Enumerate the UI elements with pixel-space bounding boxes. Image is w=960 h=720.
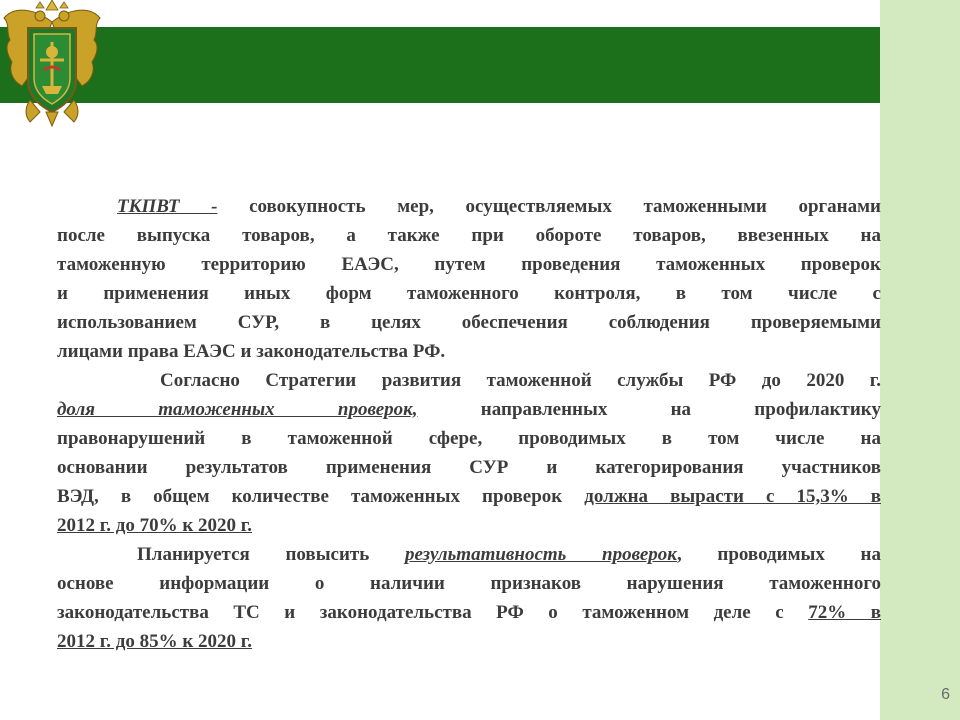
definition-line-5: использованием СУР, в целях обеспечения соблюдения проверяемыми [57, 312, 881, 333]
header-band [0, 27, 960, 103]
definition-line-3: таможенную территорию ЕАЭС, путем проведения таможенных проверок [57, 254, 881, 275]
strategy-line-4: основании результатов применения СУР и категорирования участников [57, 457, 881, 478]
plan-line-4 [57, 627, 881, 656]
definition-line-6: лицами права ЕАЭС и законодательства РФ. [57, 341, 446, 362]
definition-line-1: ТКПВТ - совокупность мер, осуществляемых таможенными органами [117, 196, 882, 217]
customs-emblem-icon [0, 0, 104, 128]
emph-share-of-checks: доля таможенных проверок, [57, 399, 418, 420]
slide-number: 6 [941, 686, 950, 703]
strategy-line-5: ВЭД, в общем количестве таможенных проверок должна вырасти с 15,3% в [57, 486, 881, 507]
slide-text [57, 192, 881, 656]
target-increase: должна вырасти с 15,3% в [584, 486, 881, 507]
term-tkpvt: ТКПВТ - [117, 196, 218, 217]
definition-line-4: и применения иных форм таможенного контроля, в том числе с [57, 283, 881, 304]
target-increase-end: 2012 г. до 70% к 2020 г. [57, 515, 253, 536]
definition-line-2: после выпуска товаров, а также при обороте товаров, ввезенных на [57, 225, 881, 246]
plan-line-1: Планируется повысить результативность проверок, проводимых на [137, 544, 881, 565]
side-panel [880, 0, 960, 720]
strategy-line-1: Согласно Стратегии развития таможенной службы РФ до 2020 г. [160, 370, 881, 391]
plan-line-3: законодательства ТС и законодательства РФ о таможенном деле с 72% в [57, 602, 881, 623]
target-effectiveness-end: 2012 г. до 85% к 2020 г. [57, 631, 253, 652]
strategy-line-6 [57, 511, 881, 540]
emph-effectiveness: результативность проверок [404, 544, 677, 565]
target-effectiveness: 72% в [808, 602, 881, 623]
strategy-line-3: правонарушений в таможенной сфере, проводимых в том числе на [57, 428, 881, 449]
plan-line-2: основе информации о наличии признаков нарушения таможенного [57, 573, 881, 594]
strategy-line-2: доля таможенных проверок, направленных на профилактику [57, 399, 881, 420]
